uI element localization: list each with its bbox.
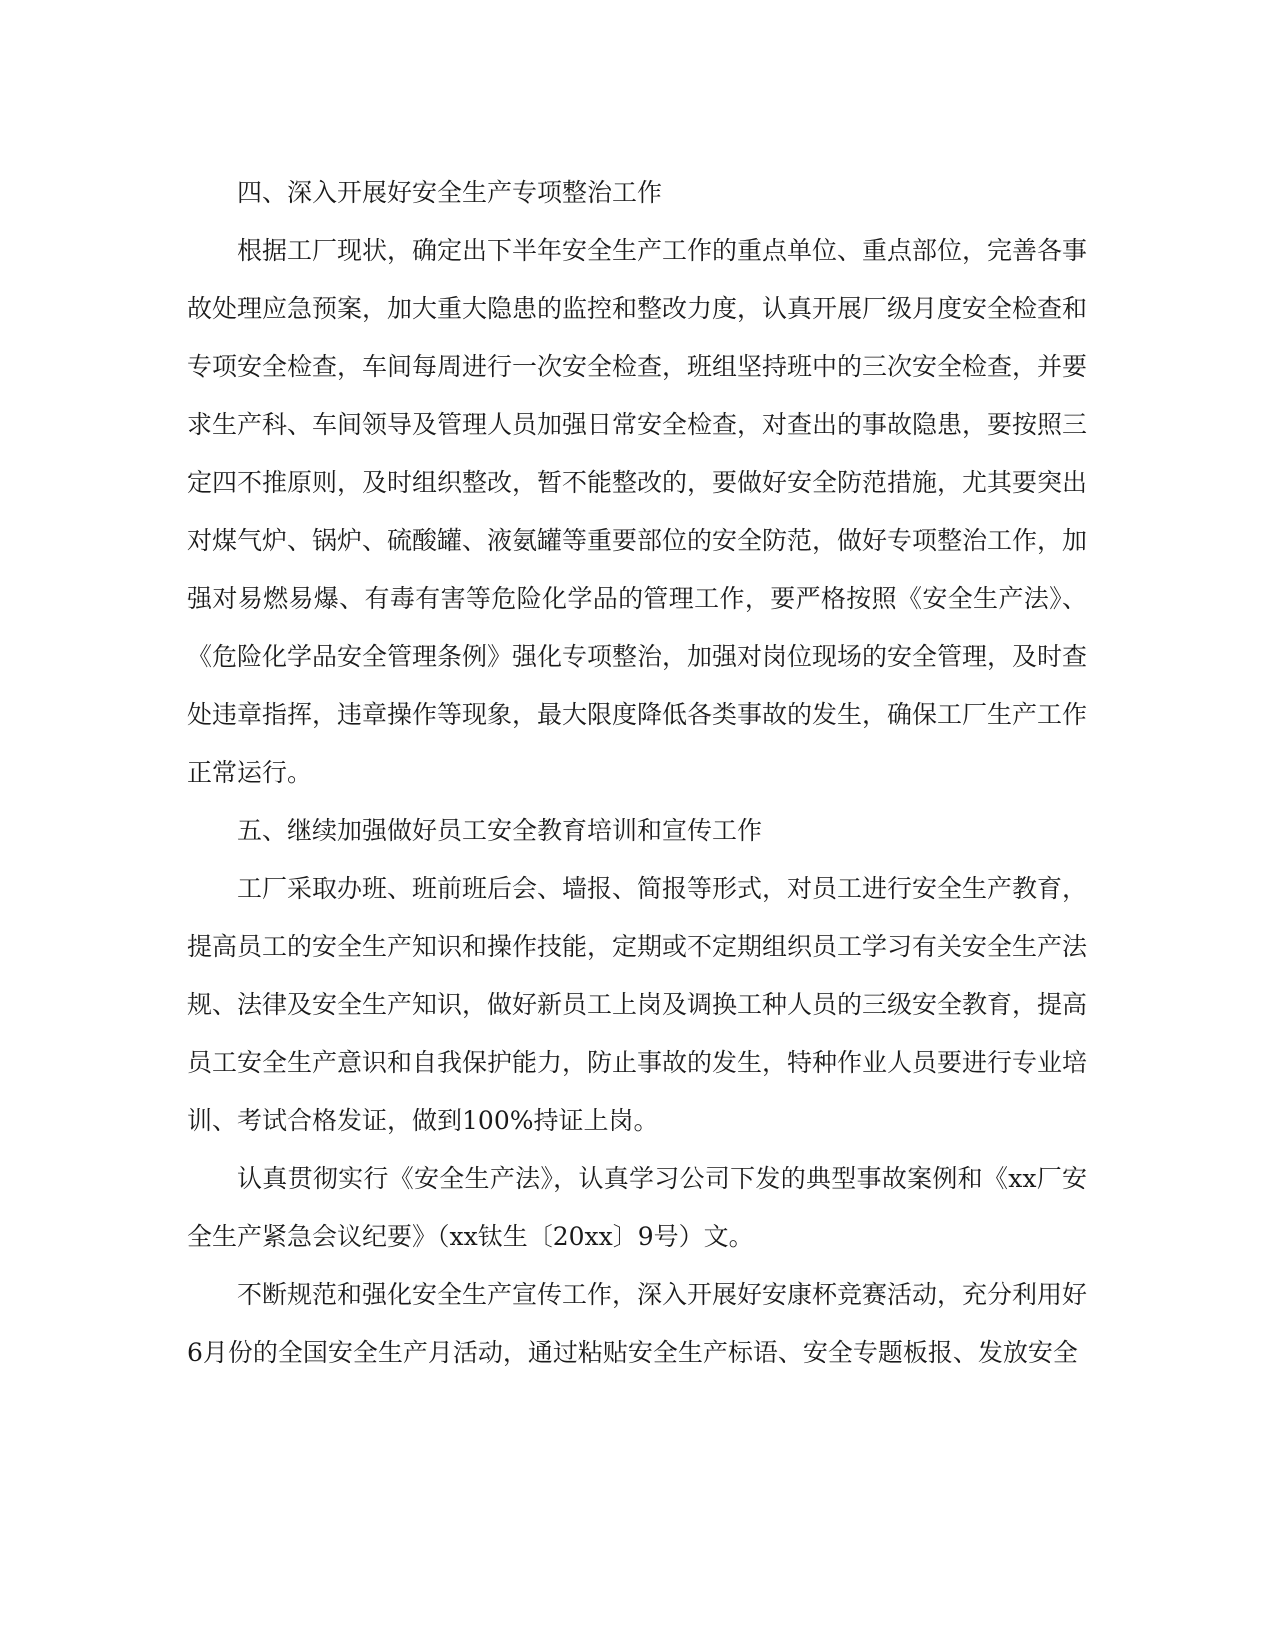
section-5-heading: 五、继续加强做好员工安全教育培训和宣传工作 bbox=[237, 816, 763, 845]
section-5-paragraph-3: 不断规范和强化安全生产宣传工作，深入开展好安康杯竞赛活动，充分利用好6月份的全国安全生产月活动，通过粘贴安全生产标语、安全专题板报、发放安全 bbox=[187, 1280, 1088, 1367]
section-5-paragraph-2: 认真贯彻实行《安全生产法》，认真学习公司下发的典型事故案例和《xx厂安全生产紧急会议纪要》（xx钛生〔20xx〕9号）文。 bbox=[187, 1164, 1087, 1251]
section-4-paragraph: 根据工厂现状，确定出下半年安全生产工作的重点单位、重点部位，完善各事故处理应急预案，加大重大隐患的监控和整改力度，认真开展厂级月度安全检查和专项安全检查，车间每周进行一次安全检查，班组坚持班中的三次安全检查，并要求生产科、车间领导及管理人员加强日常安全检查，对查出的事故隐患，要按照三定四不推原则，及时组织整改，暂不能整改的，要做好安全防范措施，尤其要突出对煤气炉、锅炉、硫酸罐、液氨罐等重要部位的安全防范，做好专项整治工作，加强对易燃易爆、有毒有害等危险化学品的管理工作，要严格按照《安全生产法》、《危险化学品安全管理条例》强化专项整治，加强对岗位现场的安全管理，及时查处违章指挥，违章操作等现象，最大限度降低各类事故的发生，确保工厂生产工作正常运行。 bbox=[187, 236, 1088, 787]
document-body bbox=[187, 164, 1087, 1382]
section-4-heading: 四、深入开展好安全生产专项整治工作 bbox=[237, 178, 663, 207]
section-5-paragraph-1: 工厂采取办班、班前班后会、墙报、简报等形式，对员工进行安全生产教育，提高员工的安全生产知识和操作技能，定期或不定期组织员工学习有关安全生产法规、法律及安全生产知识，做好新员工上岗及调换工种人员的三级安全教育，提高员工安全生产意识和自我保护能力，防止事故的发生，特种作业人员要进行专业培训、考试合格发证，做到100%持证上岗。 bbox=[187, 874, 1088, 1135]
